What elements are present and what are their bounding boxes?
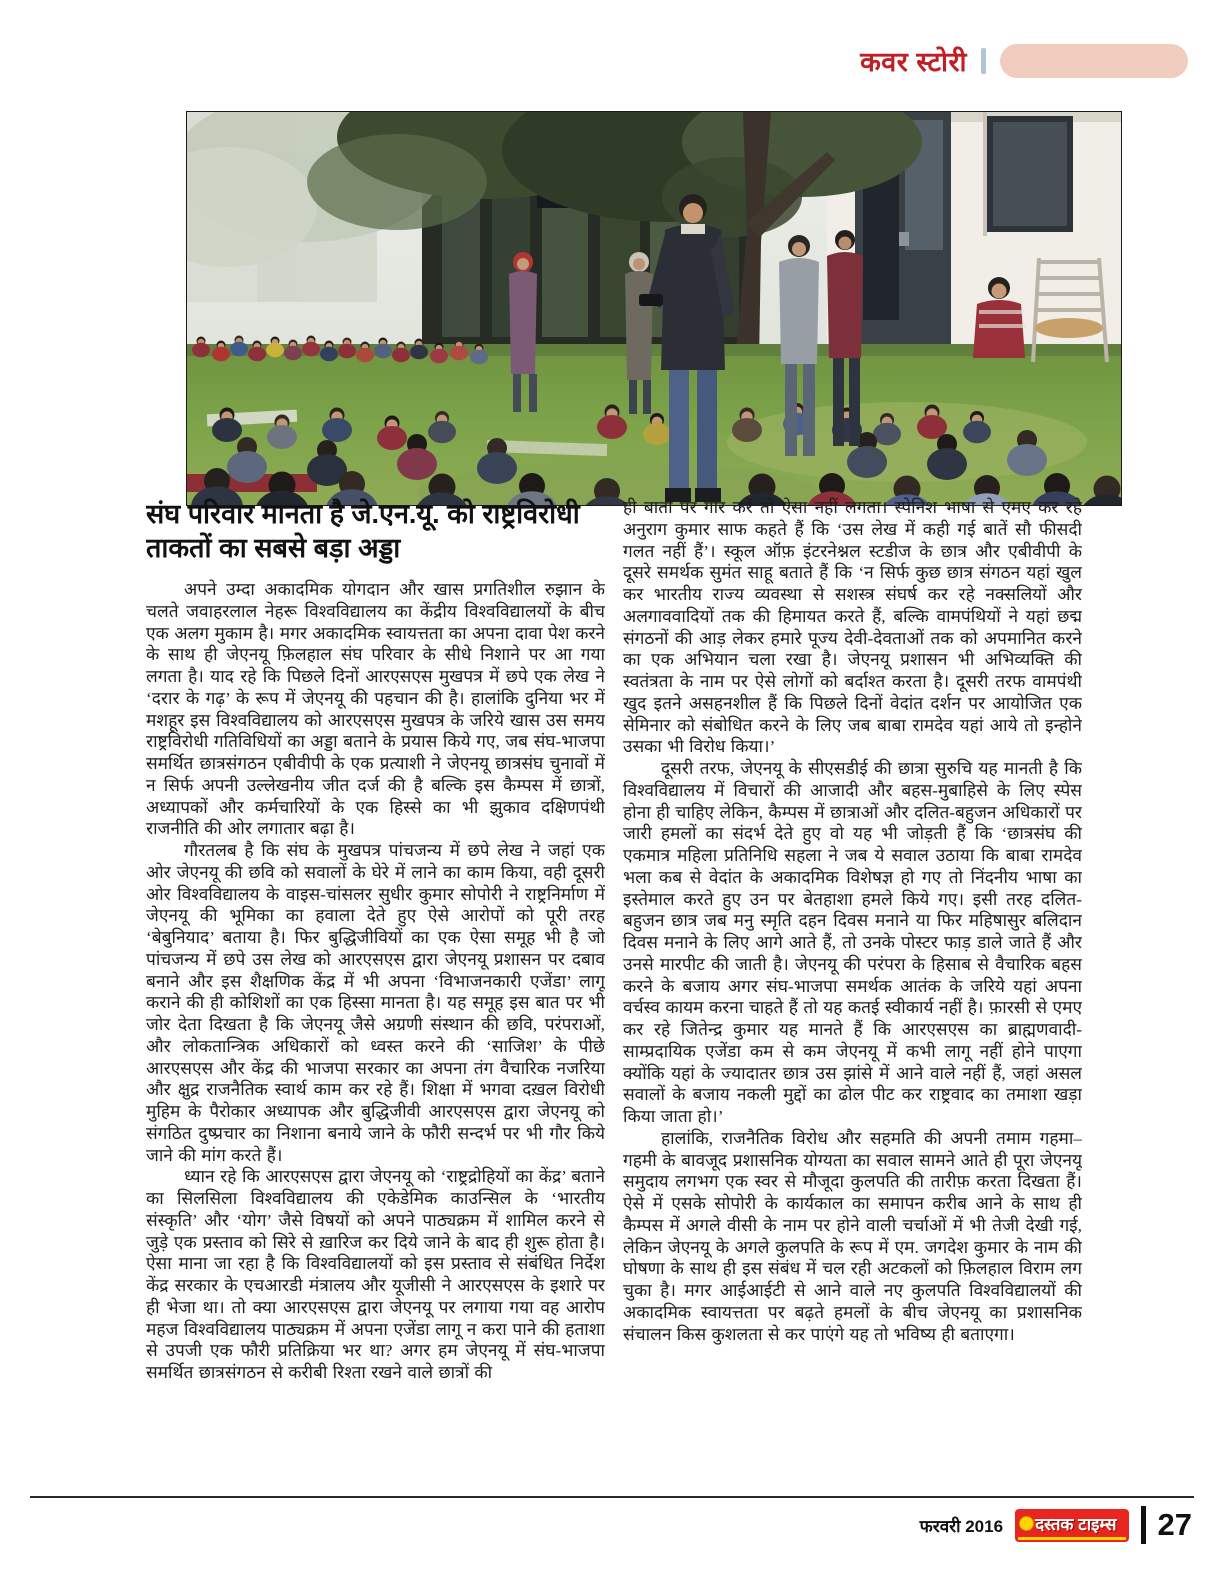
paragraph: ही बातों पर गौर करें तो ऐसा नहीं लगता। स्पेनिश भाषा से एमए कर रहे अनुराग कुमार साफ कहते हैं कि ‘उस लेख में कही गई बातें सौ फीसदी गलत नहीं हैं’। स्कूल ऑफ़ इंटरनेश्नल स्टडीज के छात्र और एबीवीपी के दूसरे समर्थक सुमंत साहू बताते हैं कि ‘न सिर्फ कुछ छात्र संगठन यहां खुल कर भारतीय राज्य व्यवस्था से सशस्त्र संघर्ष कर रहे नक्सलियों और अलगाववादियों तक की हिमायत करते हैं, बल्कि वामपंथियों ने यहां छद्म संगठनों की आड़ लेकर हमारे पूज्य देवी-देवताओं तक को अपमानित करने का एक अभियान चला रखा है। जेएनयू प्रशासन भी अभिव्यक्ति की स्वतंत्रता के नाम पर ऐसे लोगों को बर्दाश्त करता है। दूसरी तरफ वामपंथी खुद इतने असहनशील हैं कि पिछले दिनों वेदांत दर्शन पर आयोजित एक सेमिनार को संबोधित करने के लिए जब बाबा रामदेव यहां आये तो इन्होने उसका भी विरोध किया।’ — [623, 498, 1082, 757]
page-footer — [920, 1506, 1192, 1544]
page-header — [860, 42, 1188, 79]
left-column — [146, 497, 605, 1490]
footer-rule — [30, 1496, 1194, 1498]
paragraph: अपने उम्दा अकादमिक योगदान और खास प्रगतिशील रुझान के चलते जवाहरलाल नेहरू विश्वविद्यालय का केंद्रीय विश्वविद्यालयों के बीच एक अलग मुकाम है। मगर अकादमिक स्वायत्तता का अपना दावा पेश करने के साथ ही जेएनयू फ़िलहाल संघ परिवार के सीधे निशाने पर आ गया लगता है। याद रहे कि पिछले दिनों आरएसएस मुखपत्र में छपे एक लेख ने ‘दरार के गढ़’ के रूप में जेएनयू की पहचान की है। हालांकि दुनिया भर में मशहूर इस विश्वविद्यालय को आरएसएस मुखपत्र के जरिये खास उस समय राष्ट्रविरोधी गतिविधियों का अड्डा बताने के प्रयास किये गए, जब संघ-भाजपा समर्थित छात्रसंगठन एबीवीपी के एक प्रत्याशी ने जेएनयू छात्रसंघ चुनावों में न सिर्फ अपनी उल्लेखनीय जीत दर्ज की है बल्कि इस कैम्पस में छात्रों, अध्यापकों और कर्मचारियों के एक हिस्से का भी झुकाव दक्षिणपंथी राजनीति की ओर लगातार बढ़ा है। — [146, 580, 605, 839]
paragraph: दूसरी तरफ, जेएनयू के सीएसडीई की छात्रा सुरुचि यह मानती है कि विश्वविद्यालय में विचारों की आजादी और बहस-मुबाहिसे के लिए स्पेस होना ही चाहिए लेकिन, कैम्पस में छात्राओं और दलित-बहुजन अधिकारों पर जारी हमलों का संदर्भ देते हुए वो यह भी जोड़ती हैं कि ‘छात्रसंघ की एकमात्र महिला प्रतिनिधि सहला ने जब ये सवाल उठाया कि बाबा रामदेव भला कब से वेदांत के अकादमिक विशेषज्ञ हो गए तो निंदनीय भाषा का इस्तेमाल करते हुए उन पर बेतहाशा हमले किये गए। इसी तरह दलित-बहुजन छात्र जब मनु स्मृति दहन दिवस मनाने या फिर महिषासुर बलिदान दिवस मनाने के लिए आगे आते हैं, तो उनके पोस्टर फाड़ डाले जाते हैं और उनसे मारपीट की जाती है। जेएनयू की परंपरा के हिसाब से वैचारिक बहस करने के बजाय अगर संघ-भाजपा समर्थक आतंक के जरिये यहां अपना वर्चस्व कायम करना चाहते हैं तो यह कतई स्वीकार्य नहीं है। फ़ारसी से एमए कर रहे जितेन्द्र कुमार यह मानते हैं कि आरएसएस का ब्राह्मणवादी-साम्प्रदायिक एजेंडा कम से कम जेएनयू में कभी लागू नहीं होने पाएगा क्योंकि यहां के ज्यादातर छात्र उस झांसे में आने वाले नहीं हैं, जहां असल सवालों के बजाय नकली मुद्दों का ढोल पीट कर राष्ट्रवाद का तमाशा खड़ा किया जाता हो।’ — [623, 759, 1082, 1126]
logo-dot-icon — [1019, 1516, 1034, 1531]
paragraph: गौरतलब है कि संघ के मुखपत्र पांचजन्य में छपे लेख ने जहां एक ओर जेएनयू की छवि को सवालों के घेरे में लाने का काम किया, वही दूसरी ओर विश्वविद्यालय के वाइस-चांसलर सुधीर कुमार सोपोरी ने राष्ट्रनिर्माण में जेएनयू की भूमिका का हवाला देते हुए ऐसे आरोपों को पूरी तरह ‘बेबुनियाद’ बताया है। फिर बुद्धिजीवियों का एक ऐसा समूह भी है जो पांचजन्य में छपे उस लेख को आरएसएस द्वारा जेएनयू प्रशासन पर दबाव बनाने और इस शैक्षणिक केंद्र में भी अपना ‘विभाजनकारी एजेंडा’ लागू कराने की ही कोशिशों का एक हिस्सा मानता है। यह समूह इस बात पर भी जोर देता दिखता है कि जेएनयू जैसे अग्रणी संस्थान की छवि, परंपराओं, और लोकतान्त्रिक अधिकारों को ध्वस्त करने की ‘साजिश’ के पीछे आरएसएस और केंद्र की भाजपा सरकार का अपना तंग वैचारिक नजरिया और क्षुद्र राजनैतिक स्वार्थ काम कर रहे हैं। शिक्षा में भगवा दख़ल विरोधी मुहिम के पैरोकार अध्यापक और बुद्धिजीवी आरएसएस द्वारा जेएनयू को संगठित दुष्प्रचार का निशाना बनाये जाने के फौरी सन्दर्भ पर भी गौर किये जाने की मांग करते हैं। — [146, 841, 605, 1165]
footer-divider — [1141, 1506, 1146, 1544]
right-column — [623, 497, 1082, 1482]
page-number: 27 — [1157, 1507, 1192, 1542]
article-headline: संघ परिवार मानता है जे.एन.यू. को राष्ट्रविरोधी ताकतों का सबसे बड़ा अड्डा — [146, 499, 580, 563]
logo-underline — [1018, 1537, 1125, 1540]
header-pill-decoration — [1000, 44, 1188, 78]
issue-date: फरवरी 2016 — [919, 1516, 1004, 1536]
magazine-logo — [1015, 1509, 1128, 1542]
article-body — [146, 497, 1082, 1490]
header-divider-bar — [981, 48, 986, 74]
campus-crowd-photo — [186, 111, 1122, 506]
magazine-name: दस्तक टाइम्स — [1035, 1515, 1117, 1534]
paragraph: हालांकि, राजनैतिक विरोध और सहमति की अपनी तमाम गहमा–गहमी के बावजूद प्रशासनिक योग्यता का सवाल सामने आते ही पूरा जेएनयू समुदाय लगभग एक स्वर से मौजूदा कुलपति की तारीफ़ करता दिखता हैं। ऐसे में एसके सोपोरी के कार्यकाल का समापन करीब आने के साथ ही कैम्पस में अगले वीसी के नाम पर होने वाली चर्चाओं में भी तेजी देखी गई, लेकिन जेएनयू के अगले कुलपति के रूप में एम. जगदेश कुमार के नाम की घोषणा के साथ ही इस संबंध में चल रही अटकलों को फ़िलहाल विराम लग चुका है। मगर आईआईटी से आने वाले नए कुलपति विश्वविद्यालयों की अकादमिक स्वायत्तता पर बढ़ते हमलों के बीच जेएनयू का प्रशासनिक संचालन किस कुशलता से कर पाएंगे यह तो भविष्य ही बताएगा। — [623, 1128, 1082, 1344]
section-label: कवर स्टोरी — [860, 47, 967, 77]
paragraph: ध्यान रहे कि आरएसएस द्वारा जेएनयू को ‘राष्ट्रद्रोहियों का केंद्र’ बताने का सिलसिला विश्वविद्यालय की एकेडेमिक काउन्सिल के ‘भारतीय संस्कृति’ और ‘योग’ जैसे विषयों को अपने पाठ्यक्रम में शामिल करने से जुड़े एक प्रस्ताव को सिरे से ख़ारिज कर दिये जाने के बाद ही शुरू होता है। ऐसा माना जा रहा है कि विश्वविद्यालयों को इस प्रस्ताव से संबंधित निर्देश केंद्र सरकार के एचआरडी मंत्रालय और यूजीसी ने आरएसएस के इशारे पर ही भेजा था। तो क्या आरएसएस द्वारा जेएनयू पर लगाया गया वह आरोप महज विश्वविद्यालय पाठ्यक्रम में अपना एजेंडा लागू न करा पाने की हताशा से उपजी एक फौरी प्रतिक्रिया भर था? अगर हम जेएनयू में संघ-भाजपा समर्थित छात्रसंगठन से करीबी रिश्ता रखने वाले छात्रों की — [146, 1167, 605, 1382]
